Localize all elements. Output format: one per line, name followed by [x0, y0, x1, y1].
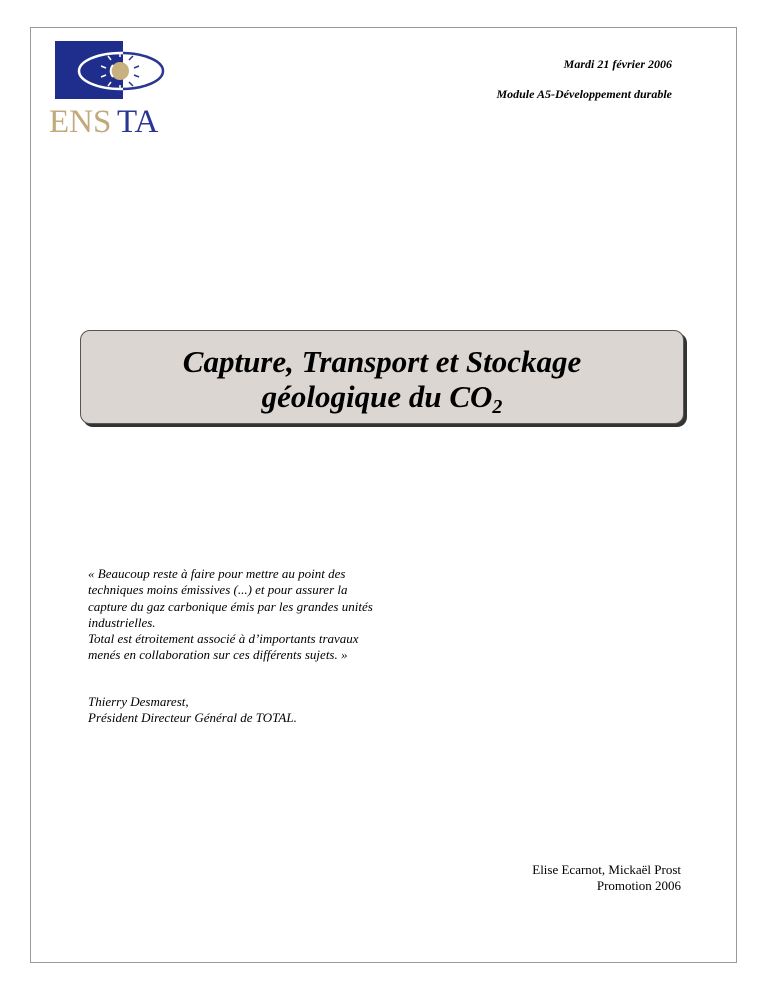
- logo-text-ta: TA: [117, 104, 159, 133]
- quote-block: [88, 566, 448, 664]
- logo-sun: [111, 62, 129, 80]
- logo-text-ens: ENS: [49, 104, 112, 133]
- quote-line: industrielles.: [88, 614, 156, 630]
- page-border: [30, 27, 737, 963]
- promotion: Promotion 2006: [596, 878, 681, 894]
- quote-line: « Beaucoup reste à faire pour mettre au point des: [88, 566, 346, 581]
- author-names: Elise Ecarnot, Mickaël Prost: [532, 862, 681, 877]
- quote-author: [88, 694, 297, 727]
- header-info: [496, 57, 672, 101]
- document-authors: [532, 862, 681, 895]
- quote-line: capture du gaz carbonique émis par les grandes unités: [88, 598, 373, 614]
- quote-line: Total est étroitement associé à d’importants travaux: [88, 631, 359, 647]
- ensta-logo: [49, 41, 171, 133]
- author-name: Thierry Desmarest,: [88, 694, 189, 709]
- title-line-2-text: géologique du CO: [261, 379, 493, 414]
- ensta-logo-image: [49, 41, 171, 133]
- document-date: Mardi 21 février 2006: [563, 57, 672, 71]
- title-box: [80, 330, 684, 424]
- quote-line: techniques moins émissives (...) et pour assurer la: [88, 582, 348, 598]
- author-role: Président Directeur Général de TOTAL.: [88, 710, 297, 726]
- quote-line: menés en collaboration sur ces différents sujets. »: [88, 647, 348, 663]
- title-line-1: Capture, Transport et Stockage: [182, 344, 582, 379]
- title-line-2: [81, 379, 683, 418]
- title-subscript: 2: [492, 396, 503, 418]
- module-name: Module A5-Développement durable: [496, 87, 672, 101]
